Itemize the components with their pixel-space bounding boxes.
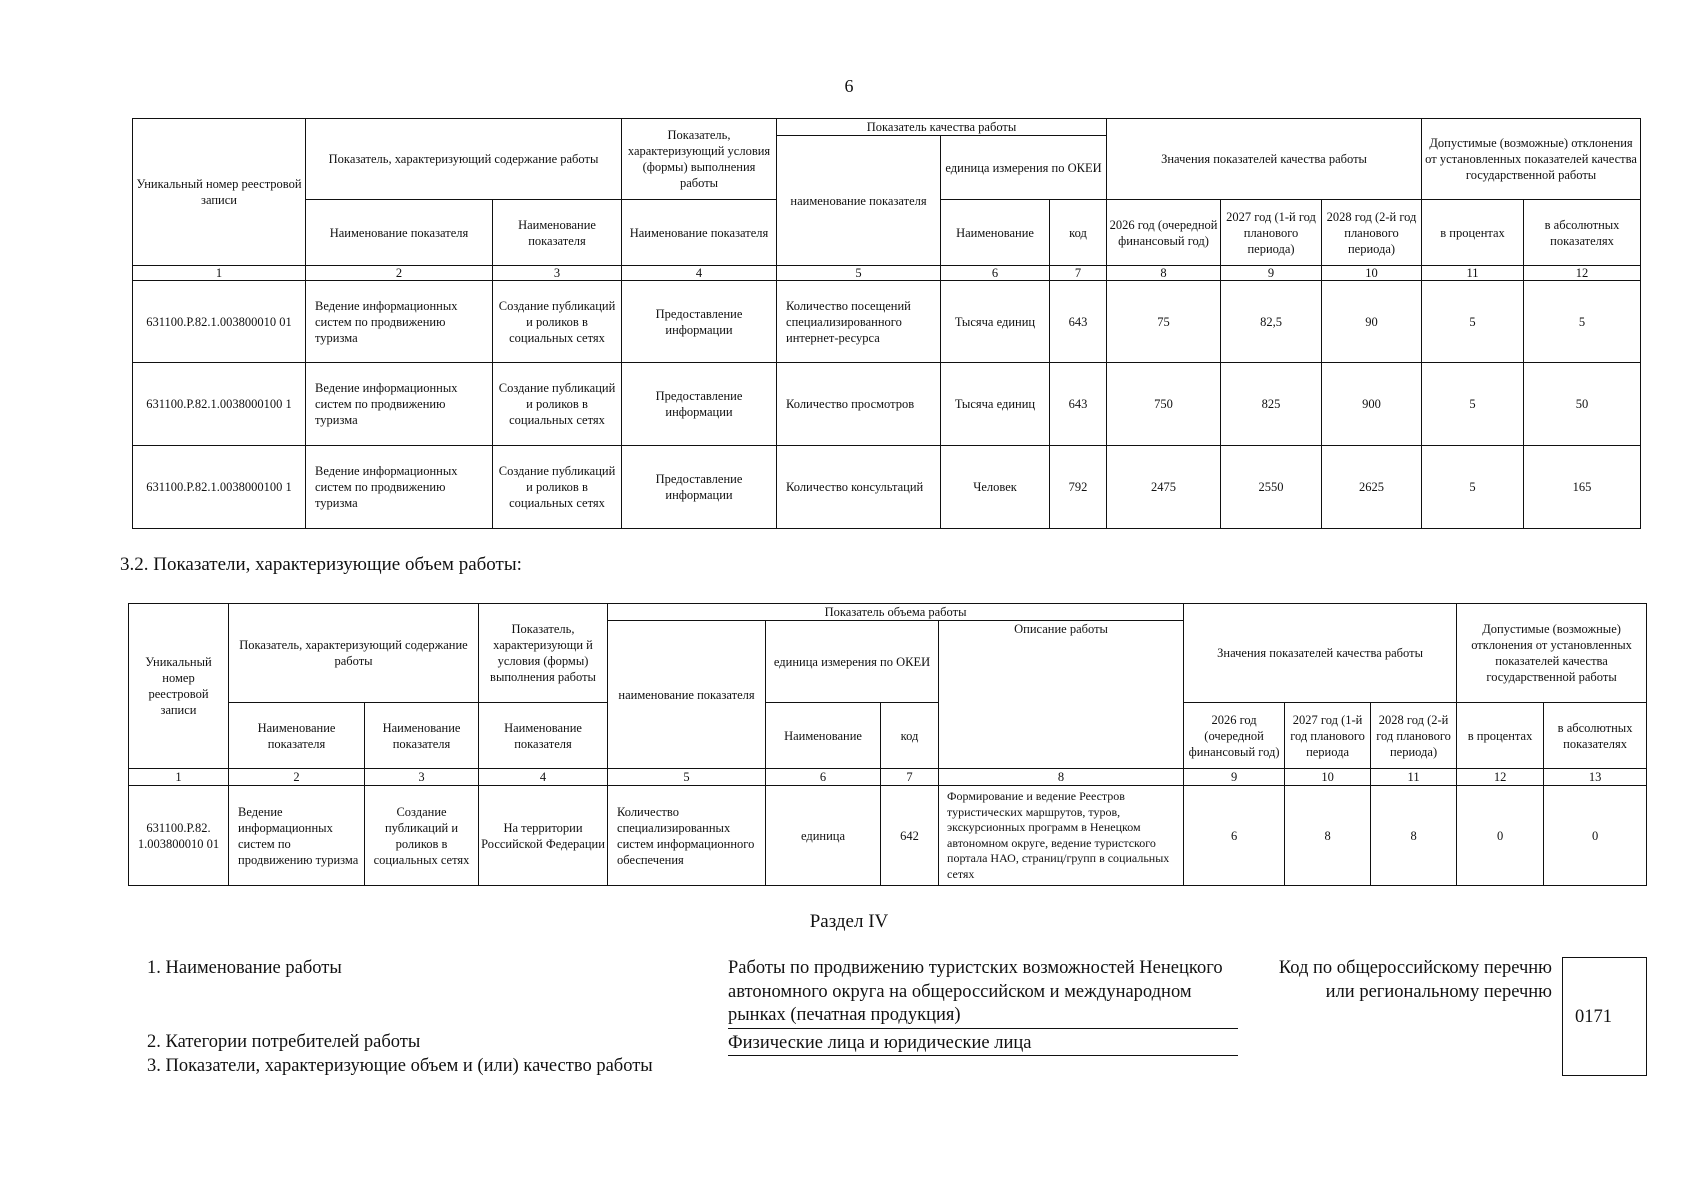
percent-header: в процентах: [1457, 703, 1544, 769]
value-2027: 825: [1221, 363, 1322, 446]
condition-value: Предоставление информации: [622, 446, 777, 529]
work-name-label: 1. Наименование работы: [147, 958, 342, 978]
code-value: 642: [881, 786, 939, 886]
column-number: 5: [608, 769, 766, 786]
table-row: [133, 446, 1641, 529]
unit-name-header: Наименование: [766, 703, 881, 769]
value-2026: 750: [1107, 363, 1221, 446]
column-number: 7: [881, 769, 939, 786]
unit-code-header: код: [881, 703, 939, 769]
deviation-absolute: 165: [1524, 446, 1641, 529]
column-number: 9: [1221, 266, 1322, 281]
deviations-header: Допустимые (возможные) отклонения от установленных показателей качества государственной работы: [1422, 119, 1641, 200]
column-number: 4: [479, 769, 608, 786]
year-2027-header: 2027 год (1-й год планового периода: [1285, 703, 1371, 769]
condition-value: На территории Российской Федерации: [479, 786, 608, 886]
indicator-value: Количество консультаций: [777, 446, 941, 529]
work-name-value: Работы по продвижению туристских возможностей Ненецкого автономного округа на общероссийском и международном рынках (печатная продукция): [728, 957, 1238, 1029]
indicator-value: Количество посещений специализированного интернет-ресурса: [777, 281, 941, 363]
content-name-header: Наименование показателя: [229, 703, 365, 769]
value-2027: 8: [1285, 786, 1371, 886]
absolute-header: в абсолютных показателях: [1524, 200, 1641, 266]
column-number: 10: [1322, 266, 1422, 281]
registry-number: 631100.Р.82.1.003800010 01: [133, 281, 306, 363]
content-group-header: Показатель, характеризующий содержание работы: [229, 604, 479, 703]
indicator-name-header: наименование показателя: [608, 621, 766, 769]
deviation-absolute: 5: [1524, 281, 1641, 363]
condition-name-header: Наименование показателя: [622, 200, 777, 266]
registry-number: 631100.Р.82. 1.003800010 01: [129, 786, 229, 886]
column-numbers-row: [129, 769, 1647, 786]
column-number: 4: [622, 266, 777, 281]
deviations-header: Допустимые (возможные) отклонения от установленных показателей качества государственной работы: [1457, 604, 1647, 703]
unit-value: единица: [766, 786, 881, 886]
column-number: 6: [941, 266, 1050, 281]
table-row: [133, 363, 1641, 446]
content-group-header: Показатель, характеризующий содержание работы: [306, 119, 622, 200]
deviation-percent: 0: [1457, 786, 1544, 886]
content-value-2: Создание публикаций и роликов в социальных сетях: [493, 446, 622, 529]
work-description-header: Описание работы: [939, 621, 1184, 769]
deviation-percent: 5: [1422, 363, 1524, 446]
unique-number-header: Уникальный номер реестровой записи: [133, 119, 306, 266]
column-number: 11: [1422, 266, 1524, 281]
code-value: 792: [1050, 446, 1107, 529]
absolute-header: в абсолютных показателях: [1544, 703, 1647, 769]
column-number: 13: [1544, 769, 1647, 786]
unique-number-header: Уникальный номер реестровой записи: [129, 604, 229, 769]
values-group-header: Значения показателей качества работы: [1184, 604, 1457, 703]
value-2028: 8: [1371, 786, 1457, 886]
condition-value: Предоставление информации: [622, 281, 777, 363]
page-number: 6: [844, 76, 854, 96]
volume-indicators-table: [128, 603, 1647, 886]
value-2028: 90: [1322, 281, 1422, 363]
column-number: 10: [1285, 769, 1371, 786]
column-number: 12: [1524, 266, 1641, 281]
volume-group-header: Показатель объема работы: [608, 604, 1184, 621]
indicator-value: Количество просмотров: [777, 363, 941, 446]
deviation-absolute: 0: [1544, 786, 1647, 886]
unit-value: Тысяча единиц: [941, 281, 1050, 363]
column-number: 1: [133, 266, 306, 281]
year-2026-header: 2026 год (очередной финансовый год): [1184, 703, 1285, 769]
value-2027: 82,5: [1221, 281, 1322, 363]
table-row: [133, 281, 1641, 363]
column-number: 9: [1184, 769, 1285, 786]
content-value: Ведение информационных систем по продвижению туризма: [306, 446, 493, 529]
column-number: 8: [1107, 266, 1221, 281]
condition-name-header: Наименование показателя: [479, 703, 608, 769]
content-value-2: Создание публикаций и роликов в социальных сетях: [493, 363, 622, 446]
section-3-2-heading: 3.2. Показатели, характеризующие объем работы:: [120, 554, 522, 575]
content-value: Ведение информационных систем по продвижению туризма: [306, 363, 493, 446]
condition-value: Предоставление информации: [622, 363, 777, 446]
content-value: Ведение информационных систем по продвижению туризма: [229, 786, 365, 886]
column-numbers-row: [133, 266, 1641, 281]
column-number: 8: [939, 769, 1184, 786]
values-group-header: Значения показателей качества работы: [1107, 119, 1422, 200]
value-2028: 2625: [1322, 446, 1422, 529]
content-value-2: Создание публикаций и роликов в социальных сетях: [493, 281, 622, 363]
code-value: 643: [1050, 281, 1107, 363]
code-label: Код по общероссийскому перечню или региональному перечню: [1278, 958, 1552, 1002]
code-box: [1562, 957, 1647, 1076]
value-2026: 75: [1107, 281, 1221, 363]
content-name-header-2: Наименование показателя: [365, 703, 479, 769]
column-number: 7: [1050, 266, 1107, 281]
percent-header: в процентах: [1422, 200, 1524, 266]
value-2027: 2550: [1221, 446, 1322, 529]
unit-code-header: код: [1050, 200, 1107, 266]
column-number: 3: [365, 769, 479, 786]
unit-name-header: Наименование: [941, 200, 1050, 266]
value-2028: 900: [1322, 363, 1422, 446]
consumers-value: Физические лица и юридические лица: [728, 1032, 1238, 1056]
table-row: [129, 786, 1647, 886]
column-number: 12: [1457, 769, 1544, 786]
quality-indicators-table: [132, 118, 1641, 529]
column-number: 1: [129, 769, 229, 786]
deviation-percent: 5: [1422, 446, 1524, 529]
conditions-group-header: Показатель, характеризующий условия (формы) выполнения работы: [622, 119, 777, 200]
column-number: 2: [306, 266, 493, 281]
content-value: Ведение информационных систем по продвижению туризма: [306, 281, 493, 363]
unit-value: Тысяча единиц: [941, 363, 1050, 446]
unit-value: Человек: [941, 446, 1050, 529]
unit-okei-header: единица измерения по ОКЕИ: [766, 621, 939, 703]
year-2028-header: 2028 год (2-й год планового периода): [1371, 703, 1457, 769]
conditions-group-header: Показатель, характеризующи й условия (формы) выполнения работы: [479, 604, 608, 703]
column-number: 11: [1371, 769, 1457, 786]
registry-number: 631100.Р.82.1.0038000100 1: [133, 363, 306, 446]
content-value-2: Создание публикаций и роликов в социальных сетях: [365, 786, 479, 886]
quality-group-header: Показатель качества работы: [777, 119, 1107, 136]
indicator-name-header: наименование показателя: [777, 136, 941, 266]
section-4-title: Раздел IV: [809, 911, 889, 932]
year-2027-header: 2027 год (1-й год планового периода): [1221, 200, 1322, 266]
code-value: 0171: [1575, 1007, 1612, 1027]
code-value: 643: [1050, 363, 1107, 446]
column-number: 5: [777, 266, 941, 281]
deviation-absolute: 50: [1524, 363, 1641, 446]
indicator-value: Количество специализированных систем информационного обеспечения: [608, 786, 766, 886]
column-number: 3: [493, 266, 622, 281]
deviation-percent: 5: [1422, 281, 1524, 363]
column-number: 6: [766, 769, 881, 786]
year-2028-header: 2028 год (2-й год планового периода): [1322, 200, 1422, 266]
indicators-label: 3. Показатели, характеризующие объем и (или) качество работы: [147, 1056, 653, 1076]
value-2026: 6: [1184, 786, 1285, 886]
registry-number: 631100.Р.82.1.0038000100 1: [133, 446, 306, 529]
column-number: 2: [229, 769, 365, 786]
content-name-header-2: Наименование показателя: [493, 200, 622, 266]
work-description-value: Формирование и ведение Реестров туристических маршрутов, туров, экскурсионных программ в Ненецком автономном округе, ведение туристского портала НАО, страниц/групп в социальных сетях: [939, 786, 1184, 886]
consumers-label: 2. Категории потребителей работы: [147, 1032, 421, 1052]
year-2026-header: 2026 год (очередной финансовый год): [1107, 200, 1221, 266]
content-name-header: Наименование показателя: [306, 200, 493, 266]
unit-okei-header: единица измерения по ОКЕИ: [941, 136, 1107, 200]
value-2026: 2475: [1107, 446, 1221, 529]
